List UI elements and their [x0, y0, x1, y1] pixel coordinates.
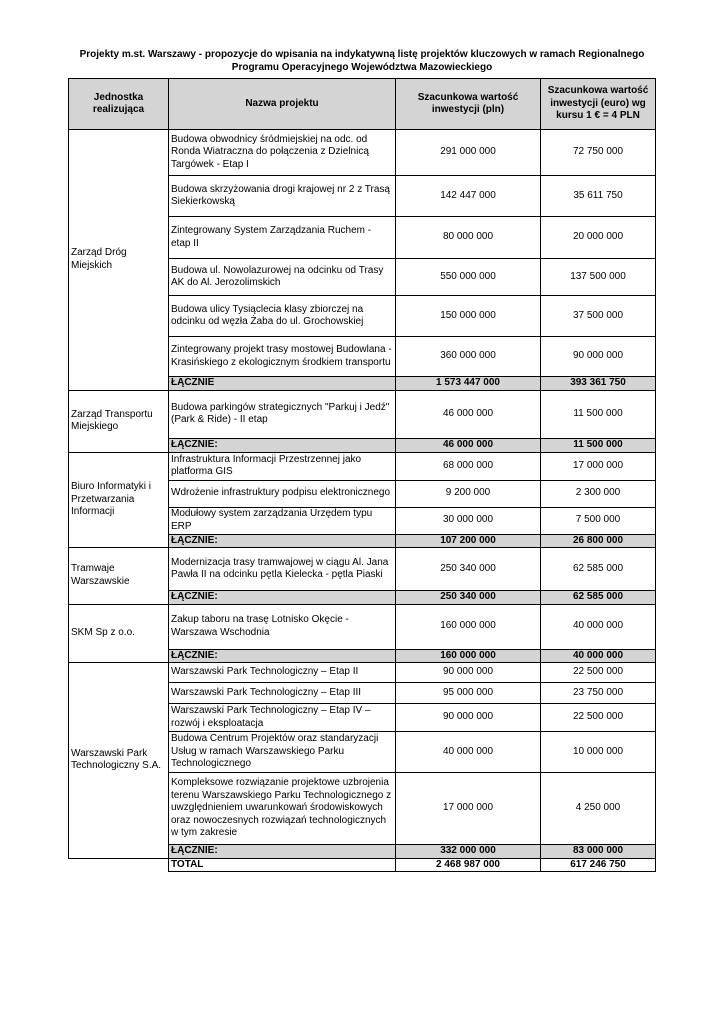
subtotal-pln: 332 000 000 — [396, 845, 541, 859]
value-pln: 160 000 000 — [396, 604, 541, 649]
value-pln: 30 000 000 — [396, 507, 541, 534]
header-unit: Jednostka realizująca — [69, 79, 169, 130]
value-pln: 150 000 000 — [396, 296, 541, 337]
value-pln: 90 000 000 — [396, 704, 541, 732]
subtotal-eur: 83 000 000 — [541, 845, 656, 859]
value-pln: 142 447 000 — [396, 176, 541, 217]
value-eur: 37 500 000 — [541, 296, 656, 337]
subtotal-pln: 46 000 000 — [396, 438, 541, 452]
table-row — [69, 548, 656, 591]
project-name: Budowa Centrum Projektów oraz standaryzacji Usług w ramach Warszawskiego Parku Technologicznego — [169, 732, 396, 773]
document-title — [60, 48, 664, 74]
value-eur: 2 300 000 — [541, 480, 656, 507]
value-pln: 9 200 000 — [396, 480, 541, 507]
value-pln: 360 000 000 — [396, 337, 541, 377]
value-pln: 550 000 000 — [396, 259, 541, 296]
project-name: Warszawski Park Technologiczny – Etap IV – rozwój i eksploatacja — [169, 704, 396, 732]
value-eur: 72 750 000 — [541, 130, 656, 176]
subtotal-label: ŁĄCZNIE: — [169, 591, 396, 605]
value-eur: 23 750 000 — [541, 683, 656, 704]
header-row — [69, 79, 656, 130]
value-pln: 90 000 000 — [396, 663, 541, 683]
title-line-1: Projekty m.st. Warszawy - propozycje do wpisania na indykatywną listę projektów kluczowych w ramach Regionalnego — [79, 49, 645, 60]
value-eur: 20 000 000 — [541, 217, 656, 259]
subtotal-label: ŁĄCZNIE: — [169, 438, 396, 452]
project-name: Wdrożenie infrastruktury podpisu elektronicznego — [169, 480, 396, 507]
total-label: TOTAL — [169, 858, 396, 872]
table-row — [69, 604, 656, 649]
subtotal-label: ŁĄCZNIE: — [169, 534, 396, 548]
projects-table — [68, 78, 656, 872]
value-pln: 95 000 000 — [396, 683, 541, 704]
project-name: Infrastruktura Informacji Przestrzennej jako platforma GIS — [169, 452, 396, 480]
subtotal-label: ŁĄCZNIE: — [169, 649, 396, 663]
project-name: Budowa obwodnicy śródmiejskiej na odc. od Ronda Wiatraczna do połączenia z Dzielnicą Targówek - Etap I — [169, 130, 396, 176]
unit-biuro-informatyki: Biuro Informatyki i Przetwarzania Informacji — [69, 452, 169, 548]
subtotal-eur: 26 800 000 — [541, 534, 656, 548]
unit-ztm: Zarząd Transportu Miejskiego — [69, 390, 169, 452]
total-blank-cell — [69, 858, 169, 872]
subtotal-pln: 250 340 000 — [396, 591, 541, 605]
value-eur: 7 500 000 — [541, 507, 656, 534]
subtotal-label: ŁĄCZNIE — [169, 377, 396, 391]
value-eur: 11 500 000 — [541, 390, 656, 438]
header-name: Nazwa projektu — [169, 79, 396, 130]
value-pln: 46 000 000 — [396, 390, 541, 438]
value-pln: 17 000 000 — [396, 773, 541, 845]
title-line-2: Programu Operacyjnego Województwa Mazowieckiego — [231, 62, 493, 73]
unit-wpt: Warszawski Park Technologiczny S.A. — [69, 663, 169, 859]
table-row — [69, 390, 656, 438]
subtotal-pln: 1 573 447 000 — [396, 377, 541, 391]
total-pln: 2 468 987 000 — [396, 858, 541, 872]
value-pln: 80 000 000 — [396, 217, 541, 259]
project-name: Budowa parkingów strategicznych "Parkuj i Jedź" (Park & Ride) - II etap — [169, 390, 396, 438]
table-row — [69, 130, 656, 176]
project-name: Kompleksowe rozwiązanie projektowe uzbrojenia terenu Warszawskiego Parku Technologicznego z uwzględnieniem uwarunkowań środowiskowych oraz nowoczesnych rozwiązań technologicznych w tym zakresie — [169, 773, 396, 845]
subtotal-label: ŁĄCZNIE: — [169, 845, 396, 859]
value-eur: 40 000 000 — [541, 604, 656, 649]
unit-skm: SKM Sp z o.o. — [69, 604, 169, 663]
project-name: Modułowy system zarządzania Urzędem typu ERP — [169, 507, 396, 534]
project-name: Zakup taboru na trasę Lotnisko Okęcie - Warszawa Wschodnia — [169, 604, 396, 649]
value-pln: 291 000 000 — [396, 130, 541, 176]
header-pln: Szacunkowa wartość inwestycji (pln) — [396, 79, 541, 130]
subtotal-eur: 11 500 000 — [541, 438, 656, 452]
unit-zdm: Zarząd Dróg Miejskich — [69, 130, 169, 391]
value-eur: 62 585 000 — [541, 548, 656, 591]
subtotal-eur: 393 361 750 — [541, 377, 656, 391]
unit-tramwaje: Tramwaje Warszawskie — [69, 548, 169, 605]
project-name: Budowa ul. Nowolazurowej na odcinku od Trasy AK do Al. Jerozolimskich — [169, 259, 396, 296]
value-pln: 250 340 000 — [396, 548, 541, 591]
project-name: Warszawski Park Technologiczny – Etap II — [169, 663, 396, 683]
total-eur: 617 246 750 — [541, 858, 656, 872]
project-name: Zintegrowany System Zarządzania Ruchem - etap II — [169, 217, 396, 259]
project-name: Budowa ulicy Tysiąclecia klasy zbiorczej na odcinku od węzła Żaba do ul. Grochowskiej — [169, 296, 396, 337]
value-eur: 137 500 000 — [541, 259, 656, 296]
project-name: Budowa skrzyżowania drogi krajowej nr 2 z Trasą Siekierkowską — [169, 176, 396, 217]
subtotal-eur: 62 585 000 — [541, 591, 656, 605]
value-eur: 90 000 000 — [541, 337, 656, 377]
subtotal-pln: 160 000 000 — [396, 649, 541, 663]
value-eur: 22 500 000 — [541, 663, 656, 683]
value-eur: 17 000 000 — [541, 452, 656, 480]
table-row — [69, 663, 656, 683]
value-pln: 40 000 000 — [396, 732, 541, 773]
value-eur: 22 500 000 — [541, 704, 656, 732]
value-eur: 4 250 000 — [541, 773, 656, 845]
value-eur: 35 611 750 — [541, 176, 656, 217]
total-row — [69, 858, 656, 872]
project-name: Zintegrowany projekt trasy mostowej Budowlana - Krasińskiego z ekologicznym środkiem transportu — [169, 337, 396, 377]
subtotal-pln: 107 200 000 — [396, 534, 541, 548]
header-eur: Szacunkowa wartość inwestycji (euro) wg kursu 1 € = 4 PLN — [541, 79, 656, 130]
value-pln: 68 000 000 — [396, 452, 541, 480]
subtotal-eur: 40 000 000 — [541, 649, 656, 663]
table-row — [69, 452, 656, 480]
value-eur: 10 000 000 — [541, 732, 656, 773]
project-name: Modernizacja trasy tramwajowej w ciągu Al. Jana Pawła II na odcinku pętla Kielecka - pętla Piaski — [169, 548, 396, 591]
project-name: Warszawski Park Technologiczny – Etap III — [169, 683, 396, 704]
